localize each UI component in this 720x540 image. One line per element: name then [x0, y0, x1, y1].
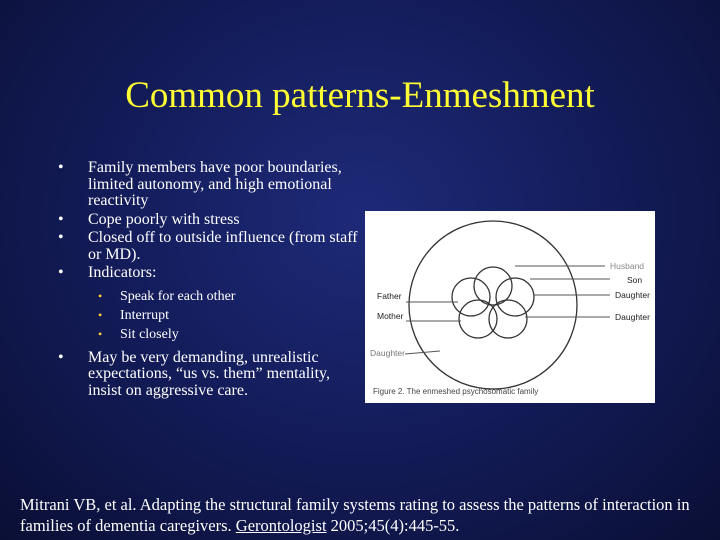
sub-bullet-text: Sit closely: [120, 326, 179, 342]
citation-text-end: 2005;45(4):445-55.: [326, 516, 460, 535]
bullet-text: Family members have poor boundaries, limited autonomy, and high emotional reactivity: [88, 159, 342, 209]
bullet-marker: •: [58, 264, 64, 281]
bullet-marker: •: [58, 159, 64, 176]
member-circle: [452, 278, 490, 316]
sub-bullet-text: Interrupt: [120, 307, 169, 323]
bullet-item: [58, 265, 358, 282]
label-mother: Mother: [377, 311, 404, 321]
sub-bullet-item: [58, 306, 358, 325]
bullet-marker: •: [58, 229, 64, 246]
member-circle: [474, 267, 512, 305]
family-diagram-figure: [365, 211, 655, 403]
bullet-item: [58, 160, 358, 210]
bullet-item: [58, 350, 358, 400]
label-daughter-left: Daughter: [370, 348, 405, 358]
sub-bullet-item: [58, 287, 358, 306]
sub-bullet-marker: •: [98, 326, 103, 341]
member-circle: [489, 300, 527, 338]
citation-journal: Gerontologist: [235, 516, 327, 535]
bullet-text: Indicators:: [88, 264, 157, 281]
bullet-text: Closed off to outside influence (from staff or MD).: [88, 229, 358, 263]
member-circle: [459, 300, 497, 338]
figure-caption: Figure 2. The enmeshed psychosomatic family: [373, 387, 539, 396]
label-son: Son: [627, 275, 643, 285]
label-daughter-right-2: Daughter: [615, 312, 650, 322]
bullet-item: [58, 212, 358, 229]
bullet-marker: •: [58, 348, 64, 366]
family-diagram: [365, 211, 655, 403]
label-husband: Husband: [610, 261, 645, 271]
slide-title: Common patterns-Enmeshment: [125, 75, 595, 116]
sub-bullet-marker: •: [98, 307, 103, 322]
bullet-list: [58, 160, 358, 401]
citation: [20, 494, 710, 536]
bullet-marker: •: [58, 210, 64, 228]
member-circle: [496, 278, 534, 316]
bullet-item: [58, 230, 358, 263]
label-father: Father: [377, 291, 402, 301]
sub-bullet-marker: •: [98, 288, 103, 303]
sub-bullet-item: [58, 325, 358, 344]
citation-text: Mitrani VB, et al. Adapting the structural family systems rating to assess the patterns of interaction in families of dementia caregivers.: [20, 495, 690, 535]
bullet-text: May be very demanding, unrealistic expectations, “us vs. them” mentality, insist on aggressive care.: [88, 348, 331, 399]
bullet-text: Cope poorly with stress: [88, 210, 240, 228]
sub-bullet-text: Speak for each other: [120, 288, 236, 304]
label-daughter-right-1: Daughter: [615, 290, 650, 300]
